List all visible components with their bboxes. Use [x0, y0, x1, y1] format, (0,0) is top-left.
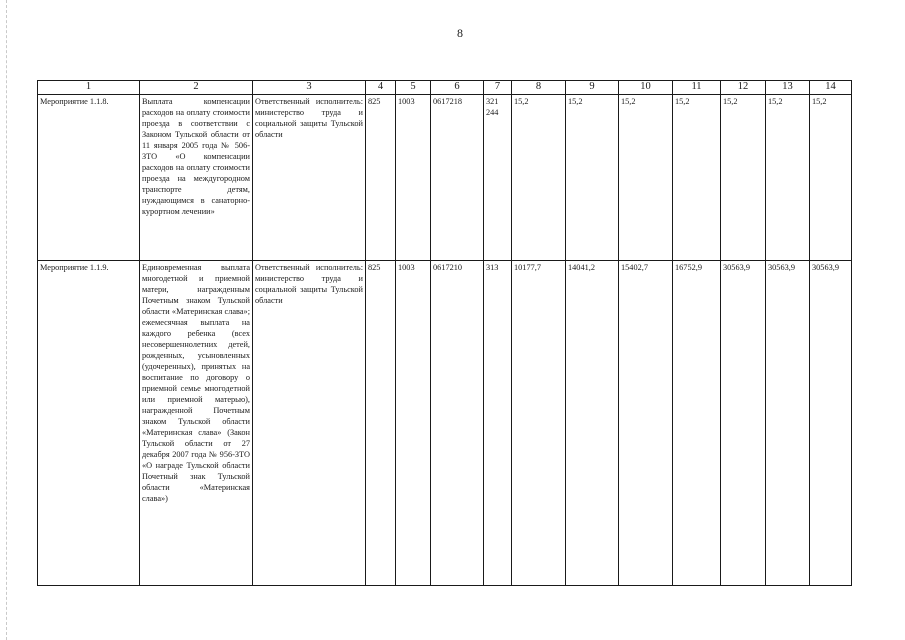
header-cell: 8	[512, 81, 566, 95]
header-cell: 4	[366, 81, 396, 95]
event-description: Единовременная выплата многодетной и приемной матери, награжденным Почетным знаком Тульской области «Материнская слава»; ежемесячная выплата на каждого ребенка (всех несовершеннолетних детей, рожденных, усыновленных (удочеренных), принятых на воспитание по договору о приемной семье многодетной или приемной матерью), награжденной Почетным знаком Тульской области «Материнская слава» (Закон Тульской области от 27 декабря 2007 года № 956-ЗТО «О награде Тульской области Почетный знак Тульской области «Материнская слава»)	[140, 261, 253, 586]
value-cell: 321 244	[484, 95, 512, 261]
value-cell: 30563,9	[766, 261, 810, 586]
table-row	[38, 95, 852, 261]
value-cell: 30563,9	[810, 261, 852, 586]
program-table	[37, 80, 852, 586]
header-cell: 5	[396, 81, 431, 95]
header-cell: 10	[619, 81, 673, 95]
event-executor: Ответственный исполнитель: министерство труда и социальной защиты Тульской области	[253, 95, 366, 261]
value-cell: 16752,9	[673, 261, 721, 586]
header-cell: 13	[766, 81, 810, 95]
value-cell: 15,2	[810, 95, 852, 261]
event-description: Выплата компенсации расходов на оплату стоимости проезда в соответствии с Законом Тульской области от 11 января 2005 года № 506-ЗТО «О компенсации расходов на оплату стоимости проезда на междугородном транспорте детям, нуждающимся в санаторно-курортном лечении»	[140, 95, 253, 261]
event-executor: Ответственный исполнитель: министерство труда и социальной защиты Тульской области	[253, 261, 366, 586]
value-cell: 0617210	[431, 261, 484, 586]
value-cell: 825	[366, 95, 396, 261]
value-cell: 313	[484, 261, 512, 586]
value-cell: 30563,9	[721, 261, 766, 586]
header-cell: 9	[566, 81, 619, 95]
header-cell: 2	[140, 81, 253, 95]
event-name: Мероприятие 1.1.9.	[38, 261, 140, 586]
value-cell: 1003	[396, 261, 431, 586]
value-cell: 825	[366, 261, 396, 586]
header-cell: 11	[673, 81, 721, 95]
header-row	[38, 81, 852, 95]
value-cell: 14041,2	[566, 261, 619, 586]
value-cell: 10177,7	[512, 261, 566, 586]
header-cell: 3	[253, 81, 366, 95]
value-cell: 15,2	[721, 95, 766, 261]
binding-margin-line	[6, 0, 7, 640]
table-row	[38, 261, 852, 586]
value-cell: 0617218	[431, 95, 484, 261]
value-cell: 15,2	[566, 95, 619, 261]
value-cell: 15,2	[512, 95, 566, 261]
value-cell: 15,2	[619, 95, 673, 261]
value-cell: 15402,7	[619, 261, 673, 586]
event-name: Мероприятие 1.1.8.	[38, 95, 140, 261]
header-cell: 12	[721, 81, 766, 95]
value-cell: 1003	[396, 95, 431, 261]
header-cell: 6	[431, 81, 484, 95]
value-cell: 15,2	[673, 95, 721, 261]
header-cell: 1	[38, 81, 140, 95]
header-cell: 7	[484, 81, 512, 95]
header-cell: 14	[810, 81, 852, 95]
page-number: 8	[457, 26, 463, 40]
value-cell: 15,2	[766, 95, 810, 261]
